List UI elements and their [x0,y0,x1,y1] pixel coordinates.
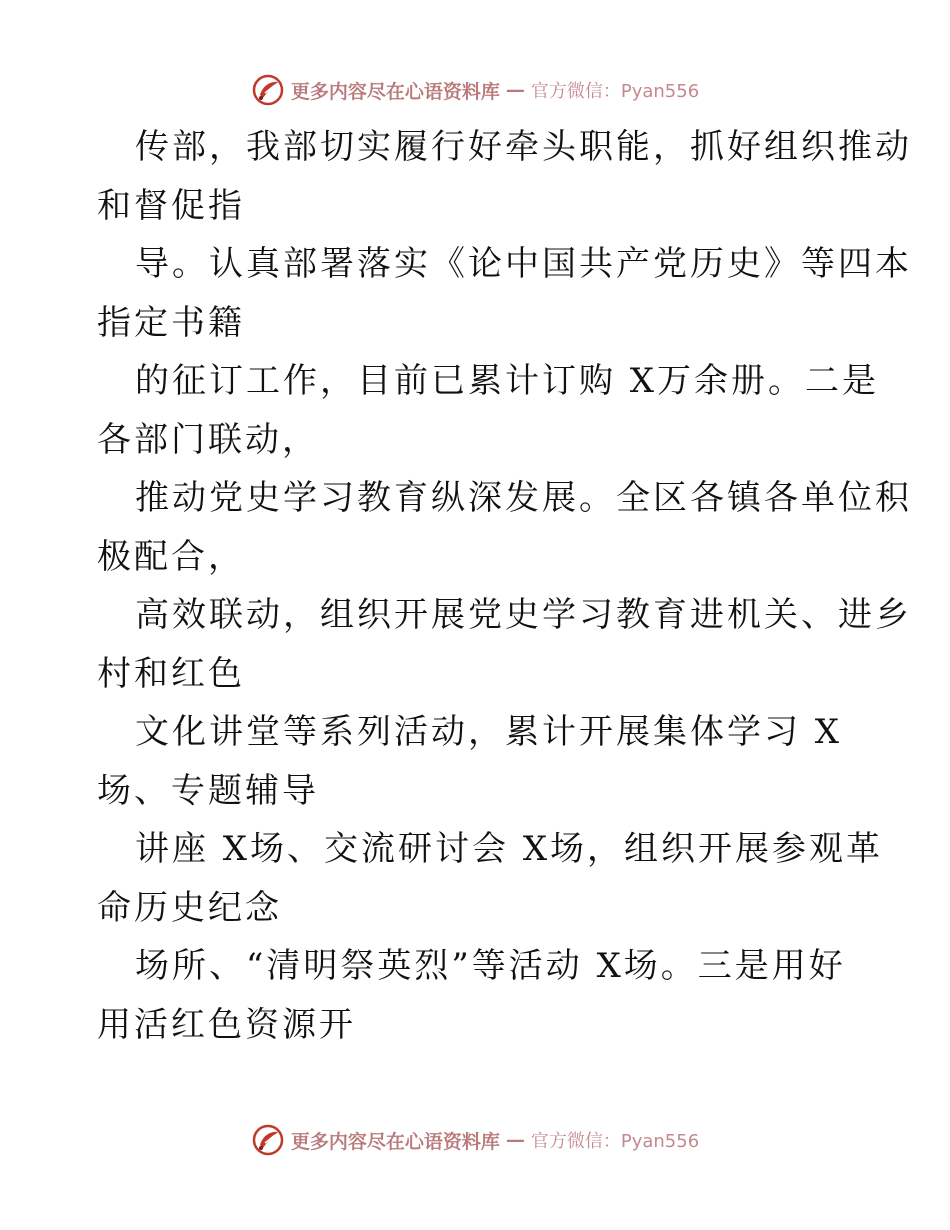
header-banner-wechat: 官方微信：Pyan556 [530,81,700,102]
body-text [97,118,912,1054]
text-line: 场所、“清明祭英烈”等活动 X场。三是用好 [135,946,846,986]
text-line: 高效联动，组织开展党史学习教育进机关、进乡 [135,595,912,635]
text-line: 场、专题辅导 [97,770,319,811]
footer-banner-inner [251,1123,699,1157]
text-line: 各部门联动， [97,419,319,460]
text-line: 文化讲堂等系列活动，累计开展集体学习 X [135,712,843,752]
footer-banner-wechat: 官方微信：Pyan556 [530,1131,700,1152]
text-line: 的征订工作，目前已累计订购 X万余册。二是 [135,361,880,401]
logo-icon [251,1123,285,1157]
text-line: 用活红色资源开 [97,1004,356,1045]
text-line: 指定书籍 [97,302,245,343]
footer-banner [0,1120,950,1160]
footer-banner-text: 更多内容尽在心语资料库 [290,1130,500,1153]
text-line: 村和红色 [97,653,245,694]
text-line: 推动党史学习教育纵深发展。全区各镇各单位积 [135,478,912,518]
logo-icon [251,73,285,107]
header-banner-dash: — [505,79,525,101]
text-line: 讲座 X场、交流研讨会 X场，组织开展参观革 [135,829,884,869]
text-line: 命历史纪念 [97,887,282,928]
text-line: 和督促指 [97,185,245,226]
footer-banner-dash: — [505,1129,525,1151]
text-line: 极配合， [97,536,245,577]
text-line: 传部，我部切实履行好牵头职能，抓好组织推动 [135,127,912,167]
header-banner-text: 更多内容尽在心语资料库 [290,80,500,103]
header-banner [0,70,950,110]
header-banner-inner [251,73,699,107]
text-line: 导。认真部署落实《论中国共产党历史》等四本 [135,244,912,284]
